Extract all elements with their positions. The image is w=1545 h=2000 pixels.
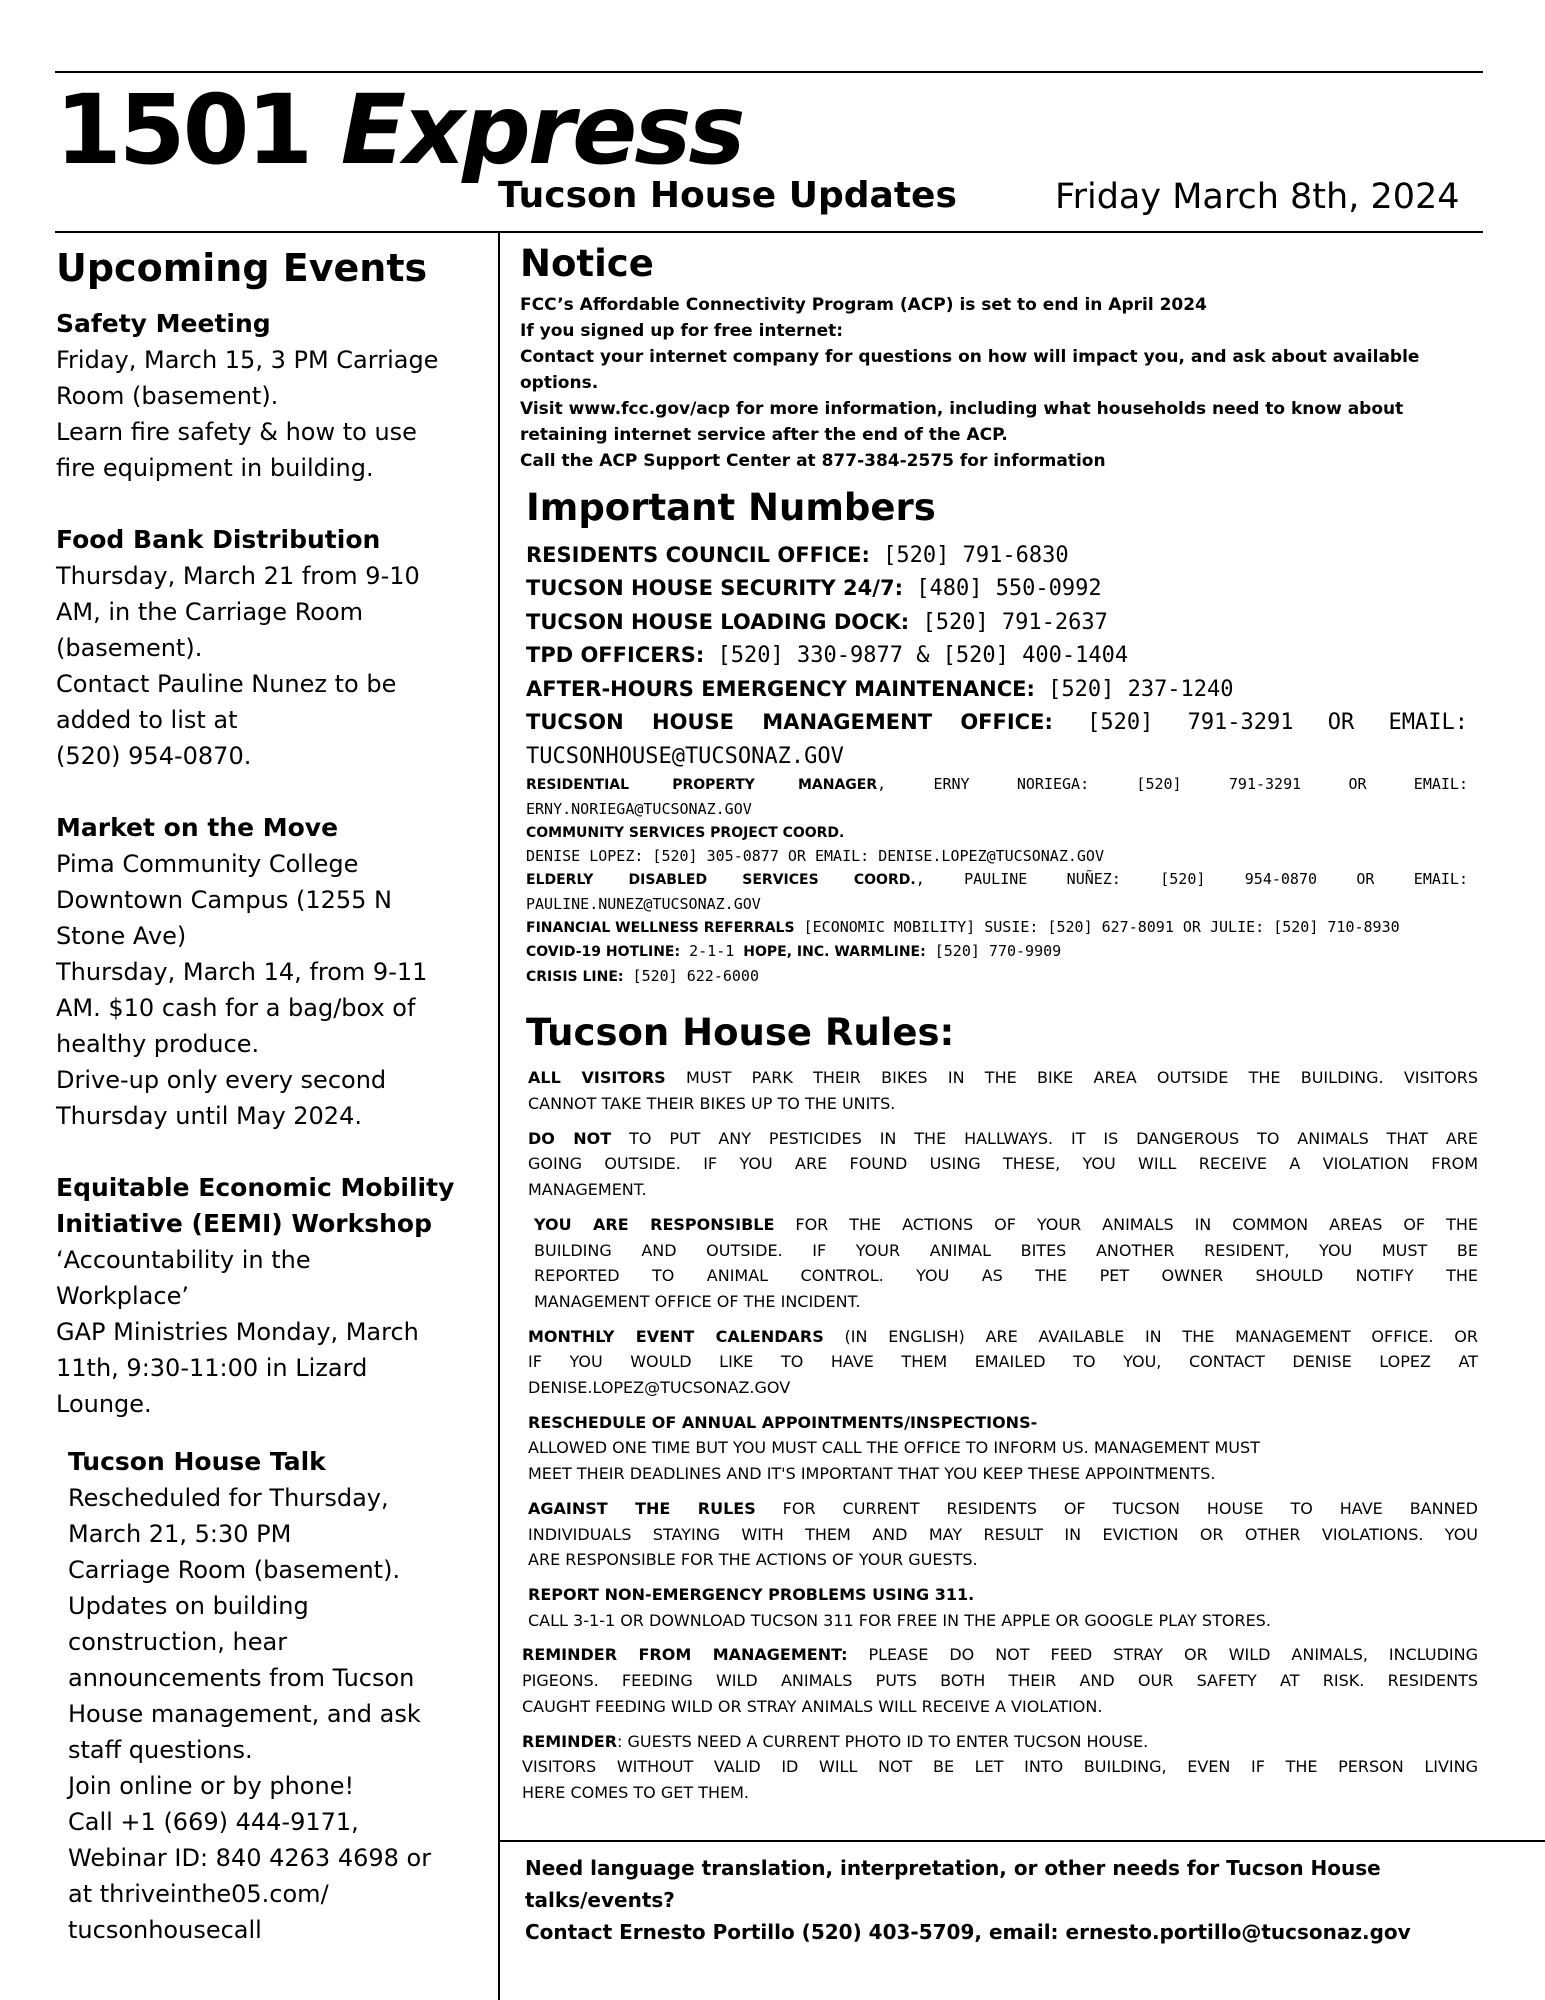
rule-lead: MONTHLY EVENT CALENDARS [528,1326,824,1346]
number-label: TPD OFFICERS: [526,643,705,668]
number-value: 2-1-1 [680,942,744,961]
number-label: TUCSON HOUSE SECURITY 24/7: [526,576,903,601]
rule-text: (IN ENGLISH) ARE AVAILABLE IN THE MANAGEMENT OFFICE. OR [823,1326,1478,1346]
rule-text: MUST PARK THEIR BIKES IN THE BIKE AREA OUTSIDE THE BUILDING. VISITORS [665,1068,1479,1088]
number-crisis-line [526,965,1468,989]
event-line: (520) 954-0870. [56,741,252,770]
number-value: [520] 791-6830 [869,542,1069,568]
number-tpd-officers [526,639,1468,673]
number-value: [520] 330-9877 & [520] 400-1404 [704,643,1129,669]
rule-line: INDIVIDUALS STAYING WITH THEM AND MAY RESULT IN EVICTION OR OTHER VIOLATIONS. YOU [528,1524,1478,1544]
event-line: GAP Ministries Monday, March [56,1317,419,1346]
event-line: Workplace’ [56,1281,189,1310]
rule-feeding-animals [522,1642,1478,1719]
event-line: Stone Ave) [56,921,187,950]
rule-visitors-bikes [528,1065,1478,1116]
number-label: RESIDENTIAL PROPERTY MANAGER [526,777,878,794]
event-line: construction, hear [68,1627,288,1656]
top-rule [55,71,1483,73]
footer-rule [500,1840,1545,1842]
language-help-footer [525,1852,1485,1948]
rule-line: GOING OUTSIDE. IF YOU ARE FOUND USING THESE, YOU WILL RECEIVE A VIOLATION FROM [528,1154,1478,1174]
notice-line: FCC’s Affordable Connectivity Program (ACP) is set to end in April 2024 [520,295,1207,316]
rule-line: HERE COMES TO GET THEM. [522,1782,749,1802]
rule-banned-individuals [528,1496,1478,1573]
event-line: staff questions. [68,1735,253,1764]
rule-line: IF YOU WOULD LIKE TO HAVE THEM EMAILED TO YOU, CONTACT DENISE LOPEZ AT [528,1352,1478,1372]
masthead-subtitle: Tucson House Updates [498,175,957,216]
event-line: Rescheduled for Thursday, [68,1483,389,1512]
event-line: Downtown Campus (1255 N [56,885,393,914]
event-line: Room (basement). [56,381,279,410]
rule-event-calendars [528,1324,1478,1401]
rule-line [528,1126,1478,1152]
rule-line: CANNOT TAKE THEIR BIKES UP TO THE UNITS. [528,1094,896,1114]
rule-line: MANAGEMENT OFFICE OF THE INCIDENT. [534,1291,861,1311]
event-line: Thursday until May 2024. [56,1101,362,1130]
rule-line [528,1410,1478,1436]
rule-line [528,1496,1478,1522]
rule-line: CAUGHT FEEDING WILD OR STRAY ANIMALS WILL RECEIVE A VIOLATION. [522,1696,1103,1716]
number-value: , PAULINE NUÑEZ: [520] 954-0870 OR EMAIL: [915,870,1468,889]
rule-lead: ALL VISITORS [528,1068,666,1088]
event-line: Lounge. [56,1389,152,1418]
number-label: ELDERLY DISABLED SERVICES COORD. [526,872,916,889]
event-line: Thursday, March 21 from 9-10 [56,561,420,590]
event-line: Join online or by phone! [68,1771,355,1800]
number-emergency-maintenance [526,673,1468,707]
rule-reschedule [528,1410,1478,1487]
rule-line: VISITORS WITHOUT VALID ID WILL NOT BE LET INTO BUILDING, EVEN IF THE PERSON LIVING [522,1757,1478,1777]
masthead-number: 1501 [55,74,311,186]
rule-line: ALLOWED ONE TIME BUT YOU MUST CALL THE OFFICE TO INFORM US. MANAGEMENT MUST [528,1438,1260,1458]
rule-line [522,1729,1478,1755]
rule-line [534,1212,1478,1238]
rule-animals [534,1212,1478,1315]
number-value: [520] 791-2637 [909,609,1108,635]
event-line: Pima Community College [56,849,359,878]
issue-date: Friday March 8th, 2024 [1055,177,1460,217]
rule-line [528,1065,1478,1091]
important-numbers-title: Important Numbers [526,486,936,530]
event-line: Thursday, March 14, from 9-11 [56,957,428,986]
event-line: fire equipment in building. [56,453,374,482]
number-value: [520] 791-3291 OR EMAIL: [1052,710,1468,736]
event-title: Market on the Move [56,812,339,842]
rule-lead: DO NOT [528,1128,612,1148]
rule-line: MEET THEIR DEADLINES AND IT'S IMPORTANT THAT YOU KEEP THESE APPOINTMENTS. [528,1464,1216,1484]
event-line: Friday, March 15, 3 PM Carriage [56,345,439,374]
number-security [526,572,1468,606]
number-value: , ERNY NORIEGA: [520] 791-3291 OR EMAIL: [877,775,1468,794]
event-title: Equitable Economic Mobility [56,1172,455,1202]
number-property-manager [526,773,1468,797]
notice-body [520,292,1480,474]
event-eemi-workshop [56,1170,486,1422]
event-title: Food Bank Distribution [56,524,381,554]
number-label: HOPE, INC. WARMLINE: [743,944,926,961]
number-label: COVID-19 HOTLINE: [526,944,681,961]
footer-contact: Contact Ernesto Portillo (520) 403-5709, email: ernesto.portillo@tucsonaz.gov [525,1920,1411,1944]
masthead-word: Express [340,74,743,186]
event-line: ‘Accountability in the [56,1245,311,1274]
number-community-services-contact: DENISE LOPEZ: [520] 305-0877 OR EMAIL: DENISE.LOPEZ@TUCSONAZ.GOV [526,847,1104,866]
number-value: [ECONOMIC MOBILITY] SUSIE: [520] 627-8091 OR JULIE: [520] 710-8930 [794,918,1400,937]
event-line: 11th, 9:30-11:00 in Lizard [56,1353,368,1382]
rule-text: FOR THE ACTIONS OF YOUR ANIMALS IN COMMON AREAS OF THE [774,1214,1479,1234]
event-line: Webinar ID: 840 4263 4698 or [68,1843,432,1872]
event-line: Updates on building [68,1591,309,1620]
number-value: [520] 237-1240 [1034,676,1234,702]
rule-lead: REPORT NON-EMERGENCY PROBLEMS USING 311. [528,1585,975,1604]
event-title: Initiative (EEMI) Workshop [56,1208,432,1238]
notice-line: Visit www.fcc.gov/acp for more information, including what households need to know about [520,399,1404,420]
event-line: Drive-up only every second [56,1065,387,1094]
event-food-bank [56,522,486,774]
notice-line: If you signed up for free internet: [520,321,844,342]
notice-line: Call the ACP Support Center at 877-384-2575 for information [520,451,1106,472]
event-line: healthy produce. [56,1029,260,1058]
house-rules-list [522,1065,1479,1805]
number-financial-wellness [526,916,1468,940]
event-line: House management, and ask [68,1699,421,1728]
number-label: RESIDENTS COUNCIL OFFICE: [526,542,870,567]
number-elderly-disabled [526,868,1468,892]
rule-line [528,1582,1478,1608]
number-loading-dock [526,606,1468,640]
rule-line: CALL 3-1-1 OR DOWNLOAD TUCSON 311 FOR FREE IN THE APPLE OR GOOGLE PLAY STORES. [528,1610,1271,1630]
event-title: Tucson House Talk [68,1446,326,1476]
footer-line: Need language translation, interpretation, or other needs for Tucson House [525,1856,1381,1880]
number-residents-council [526,539,1468,573]
number-elderly-disabled-email: PAULINE.NUNEZ@TUCSONAZ.GOV [526,894,761,913]
house-rules-title: Tucson House Rules: [526,1010,955,1054]
number-label: COMMUNITY SERVICES PROJECT COORD. [526,824,845,841]
rule-line: DENISE.LOPEZ@TUCSONAZ.GOV [528,1378,791,1398]
event-line: March 21, 5:30 PM [68,1519,292,1548]
number-covid-hotline [526,940,1468,964]
column-divider [498,233,500,2000]
rule-photo-id [522,1729,1478,1806]
event-line: announcements from Tucson [68,1663,415,1692]
rule-text: PLEASE DO NOT FEED STRAY OR WILD ANIMALS, INCLUDING [847,1645,1479,1665]
event-line: (basement). [56,633,203,662]
notice-line: retaining internet service after the end of the ACP. [520,425,1008,446]
rule-lead: YOU ARE RESPONSIBLE [534,1214,775,1234]
upcoming-events-title: Upcoming Events [56,246,428,290]
number-management-office [526,706,1468,740]
number-value: [480] 550-0992 [902,576,1102,602]
rule-text: FOR CURRENT RESIDENTS OF TUCSON HOUSE TO HAVE BANNED [755,1498,1478,1518]
notice-title: Notice [520,242,654,285]
number-label: TUCSON HOUSE MANAGEMENT OFFICE: [526,710,1053,735]
event-line: AM, in the Carriage Room [56,597,364,626]
rule-text: : GUESTS NEED A CURRENT PHOTO ID TO ENTER TUCSON HOUSE. [617,1731,1149,1751]
event-line: added to list at [56,705,238,734]
event-line: Carriage Room (basement). [68,1555,401,1584]
event-line: Learn fire safety & how to use [56,417,417,446]
rule-lead: REMINDER [522,1731,618,1751]
number-label: CRISIS LINE: [526,968,624,985]
notice-line: Contact your internet company for questions on how will impact you, and ask about available [520,347,1420,368]
event-line: at thriveinthe05.com/ [68,1879,329,1908]
rule-lead: RESCHEDULE OF ANNUAL APPOINTMENTS/INSPECTIONS- [528,1412,1038,1432]
event-safety-meeting [56,306,486,486]
number-value: [520] 622-6000 [623,966,759,985]
upcoming-events-column [56,246,486,1984]
rule-lead: REMINDER FROM MANAGEMENT: [522,1645,848,1665]
rule-line: MANAGEMENT. [528,1180,647,1200]
number-community-services [526,821,1468,845]
event-line: Contact Pauline Nunez to be [56,669,397,698]
number-label: TUCSON HOUSE LOADING DOCK: [526,609,910,634]
event-tucson-house-talk [68,1444,486,1948]
number-property-manager-email: ERNY.NORIEGA@TUCSONAZ.GOV [526,799,752,818]
rule-text: TO PUT ANY PESTICIDES IN THE HALLWAYS. IT IS DANGEROUS TO ANIMALS THAT ARE [611,1128,1478,1148]
rule-lead: AGAINST THE RULES [528,1498,756,1518]
rule-line [528,1324,1478,1350]
event-market-on-the-move [56,810,486,1134]
rule-pesticides [528,1126,1478,1203]
number-value: [520] 770-9909 [925,942,1062,961]
event-line: tucsonhousecall [68,1915,262,1944]
header-rule [55,231,1483,233]
notice-line: options. [520,373,599,394]
event-line: AM. $10 cash for a bag/box of [56,993,416,1022]
number-management-email: TUCSONHOUSE@TUCSONAZ.GOV [526,743,844,769]
rule-line: BUILDING AND OUTSIDE. IF YOUR ANIMAL BITES ANOTHER RESIDENT, YOU MUST BE [534,1240,1478,1260]
rule-line: REPORTED TO ANIMAL CONTROL. YOU AS THE PET OWNER SHOULD NOTIFY THE [534,1266,1478,1286]
important-numbers-list [526,539,1468,989]
event-title: Safety Meeting [56,308,271,338]
rule-report-311 [528,1582,1478,1633]
masthead-title [55,74,743,186]
footer-line: talks/events? [525,1888,675,1912]
number-label: AFTER-HOURS EMERGENCY MAINTENANCE: [526,676,1035,701]
number-label: FINANCIAL WELLNESS REFERRALS [526,920,795,937]
rule-line: PIGEONS. FEEDING WILD ANIMALS PUTS BOTH THEIR AND OUR SAFETY AT RISK. RESIDENTS [522,1671,1478,1691]
rule-line [522,1642,1478,1668]
event-line: Call +1 (669) 444-9171, [68,1807,359,1836]
rule-line: ARE RESPONSIBLE FOR THE ACTIONS OF YOUR GUESTS. [528,1550,978,1570]
main-column [520,242,1480,1815]
